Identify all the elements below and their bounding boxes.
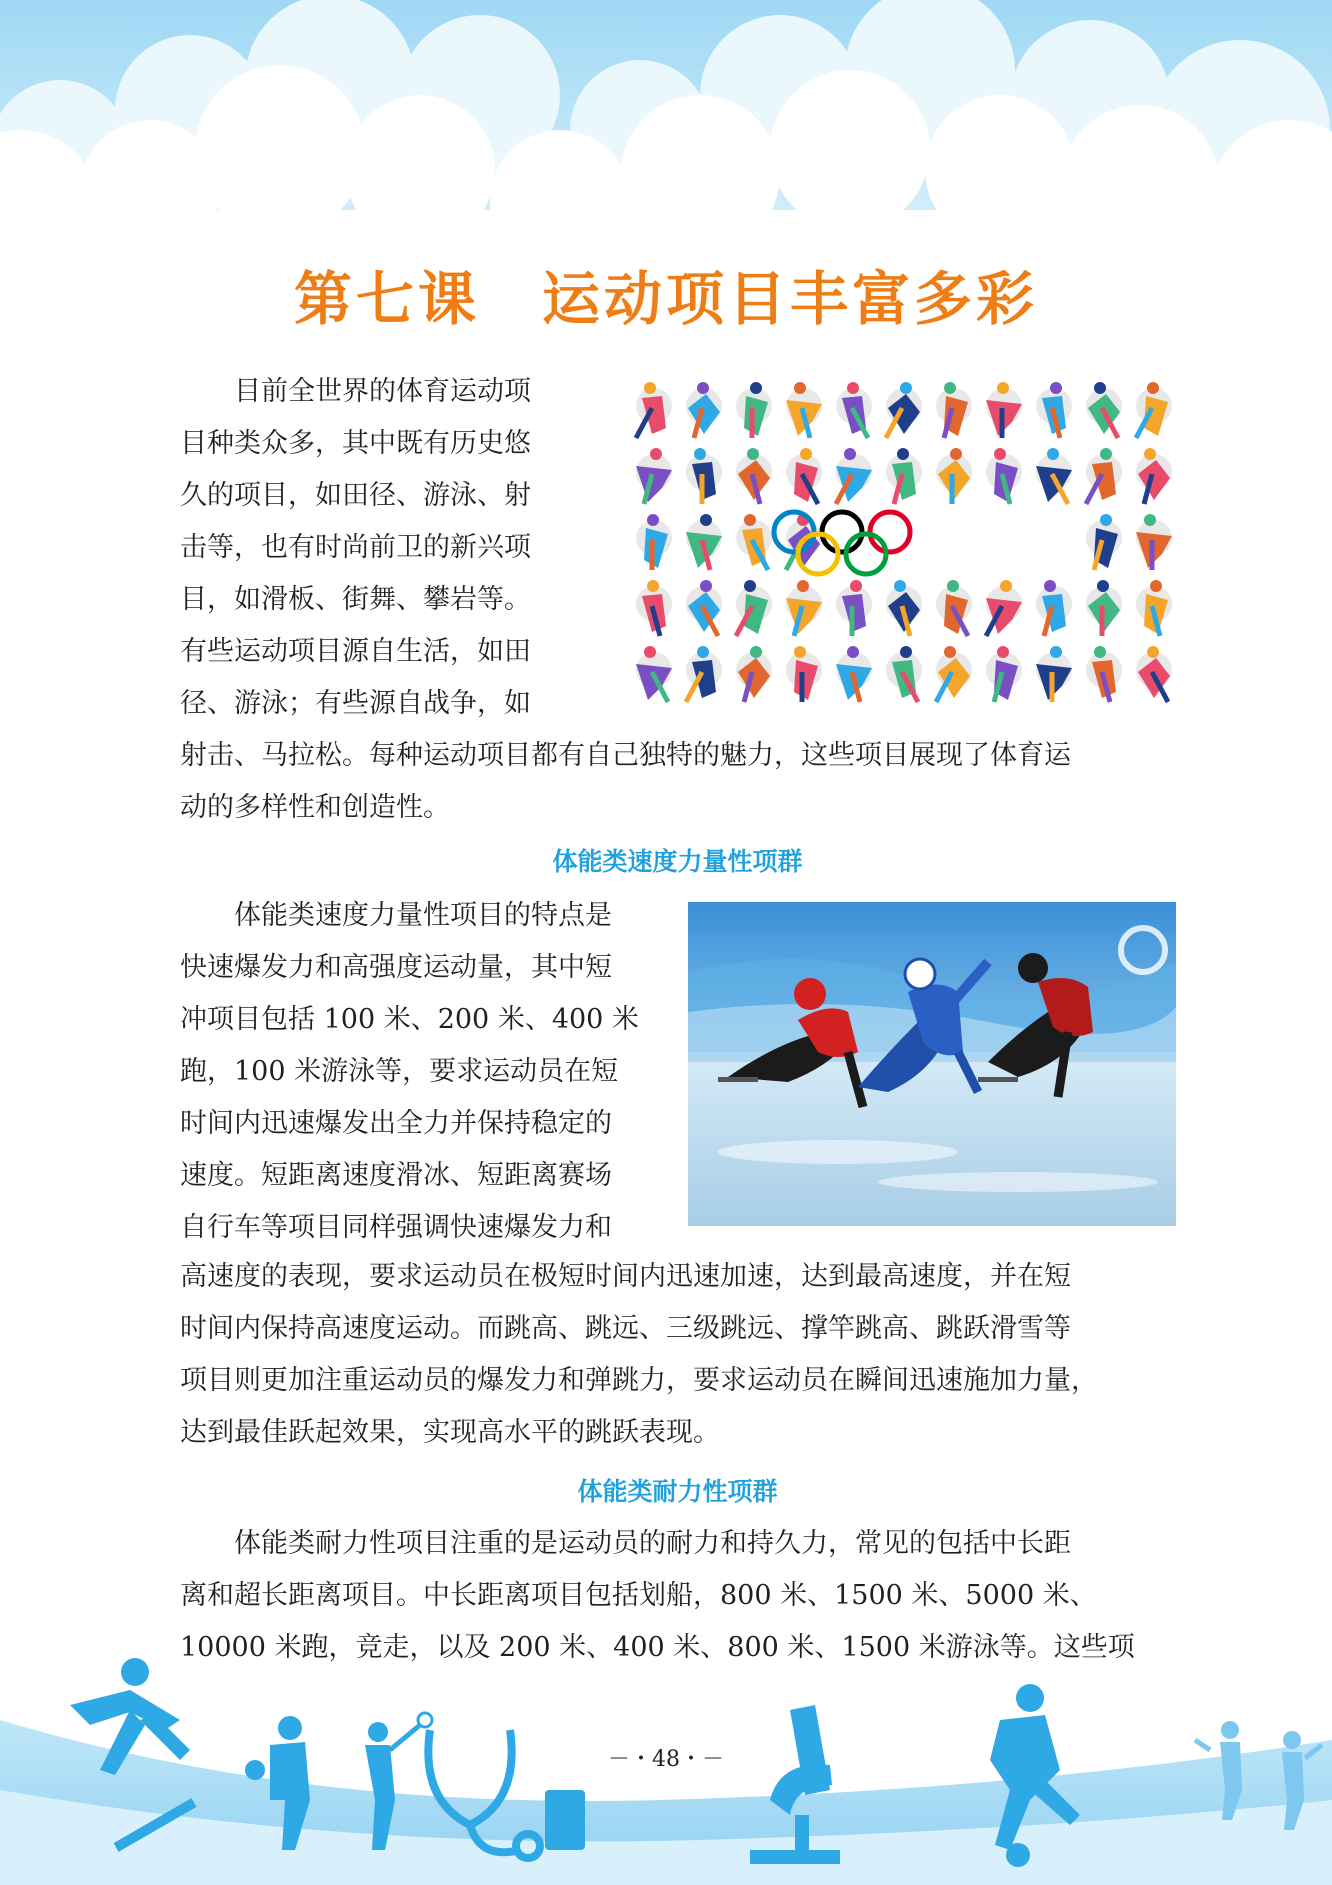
- section1-wrap-text: [180, 890, 667, 1254]
- text-line: 击等，也有时尚前卫的新兴项: [180, 532, 531, 563]
- intro-full-text: [180, 730, 1175, 834]
- text-line: 久的项目，如田径、游泳、射: [180, 480, 531, 511]
- sport-pictograms-illustration: [624, 372, 1176, 712]
- text-line: 快速爆发力和高强度运动量，其中短: [180, 952, 612, 983]
- text-line: 径、游泳；有些源自战争，如: [180, 688, 531, 719]
- text-line: 自行车等项目同样强调快速爆发力和: [180, 1212, 612, 1243]
- text-line: 有些运动项目源自生活，如田: [180, 636, 531, 667]
- page-title: 第七课 运动项目丰富多彩: [293, 265, 1038, 333]
- text-line: 动的多样性和创造性。: [180, 792, 450, 823]
- speed-skating-photo: [688, 902, 1176, 1226]
- text-line: 射击、马拉松。每种运动项目都有自己独特的魅力，这些项目展现了体育运: [180, 740, 1071, 771]
- text-line: 体能类速度力量性项目的特点是: [234, 900, 612, 931]
- text-line: 跑，100 米游泳等，要求运动员在短: [180, 1056, 619, 1087]
- text-line: 离和超长距离项目。中长距离项目包括划船，800 米、1500 米、5000 米、: [180, 1580, 1097, 1611]
- cloud-header: [0, 0, 1332, 250]
- text-line: 速度。短距离速度滑冰、短距离赛场: [180, 1160, 612, 1191]
- text-line: 目种类众多，其中既有历史悠: [180, 428, 531, 459]
- section1-full-text: [180, 1251, 1175, 1459]
- text-line: 时间内迅速爆发出全力并保持稳定的: [180, 1108, 612, 1139]
- text-line: 10000 米跑，竞走，以及 200 米、400 米、800 米、1500 米游泳等。这些项: [180, 1632, 1135, 1663]
- text-line: 冲项目包括 100 米、200 米、400 米: [180, 1004, 639, 1035]
- text-line: 体能类耐力性项目注重的是运动员的耐力和持久力，常见的包括中长距: [234, 1528, 1071, 1559]
- text-line: 达到最佳跃起效果，实现高水平的跳跃表现。: [180, 1417, 720, 1448]
- text-line: 项目则更加注重运动员的爆发力和弹跳力，要求运动员在瞬间迅速施加力量，: [180, 1365, 1098, 1396]
- text-line: 目前全世界的体育运动项: [234, 376, 531, 407]
- intro-wrap-text: [180, 366, 593, 730]
- section-heading-endurance: 体能类耐力性项群: [577, 1477, 778, 1506]
- olympic-pictograms-figure: [624, 372, 1176, 712]
- beaker-icon: [545, 1790, 585, 1850]
- text-line: 目，如滑板、街舞、攀岩等。: [180, 584, 531, 615]
- text-line: 高速度的表现，要求运动员在极短时间内迅速加速，达到最高速度，并在短: [180, 1261, 1071, 1292]
- text-line: 时间内保持高速度运动。而跳高、跳远、三级跳远、撑竿跳高、跳跃滑雪等: [180, 1313, 1071, 1344]
- page-number: －・48・－: [608, 1747, 724, 1772]
- short-track-skaters-illustration: [688, 902, 1176, 1226]
- section-heading-speed-power: 体能类速度力量性项群: [552, 847, 803, 876]
